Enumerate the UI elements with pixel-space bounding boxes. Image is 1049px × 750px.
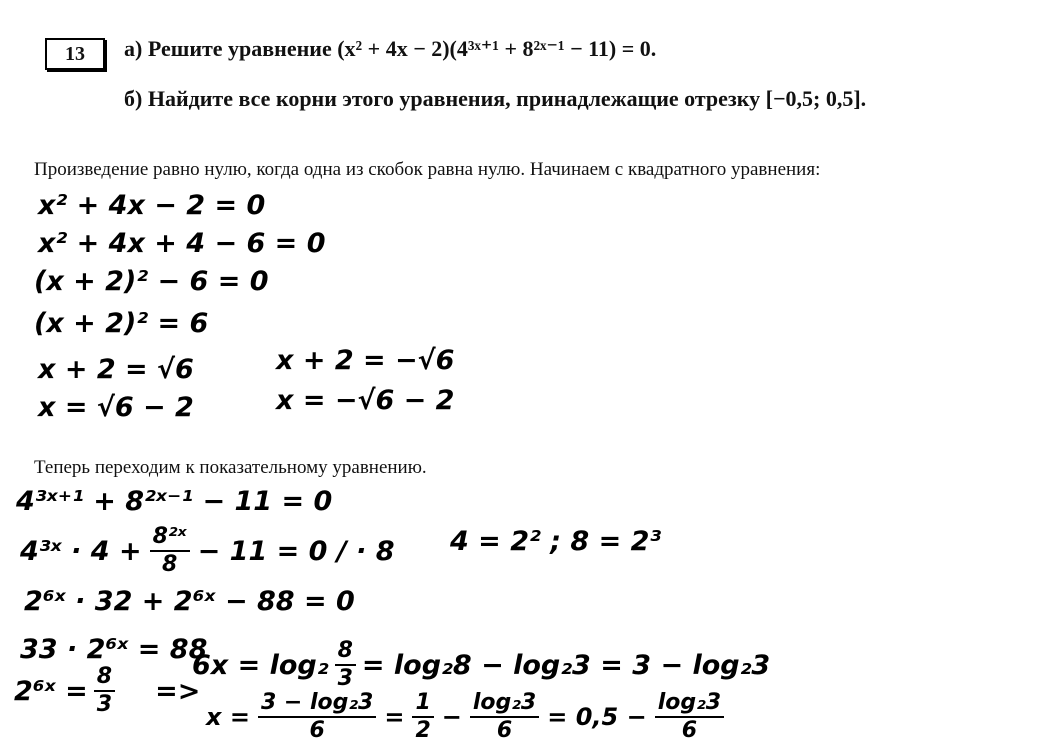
exponential-line-2-fraction [150,526,190,576]
fraction-numerator: log₂3 [470,692,539,718]
exponential-line-2-right: − 11 = 0 / · 8 [197,535,395,567]
fraction-numerator: 1 [412,692,433,718]
final-fraction-1 [258,692,376,742]
exponential-intro-note: Теперь переходим к показательному уравнению. [34,457,427,478]
final-fraction-4 [655,692,724,742]
quadratic-root2-step: x + 2 = −√6 [276,345,455,376]
problem-number: 13 [65,42,85,65]
fraction-denominator: 2 [415,718,431,743]
fraction-numerator: 3 − log₂3 [258,692,376,718]
final-x-label: x = [206,703,250,731]
final-x-line [206,692,724,742]
exponential-line-5 [14,666,200,716]
quadratic-line-1: x² + 4x − 2 = 0 [38,190,266,221]
logarithm-line-right: = log₂8 − log₂3 = 3 − log₂3 [361,649,771,681]
fraction-denominator: 8 [161,552,178,577]
problem-part-a: а) Решите уравнение (x² + 4x − 2)(4³ˣ⁺¹ + 8²ˣ⁻¹ − 11) = 0. [124,36,657,61]
fraction-numerator: 8 [94,666,115,692]
quadratic-line-2: x² + 4x + 4 − 6 = 0 [38,228,326,259]
logarithm-line-fraction [335,640,356,690]
minus-sign: − [441,703,462,731]
exponential-line-1: 4³ˣ⁺¹ + 8²ˣ⁻¹ − 11 = 0 [16,486,333,517]
exponential-line-2 [20,526,395,576]
problem-part-b: б) Найдите все корни этого уравнения, принадлежащие отрезку [−0,5; 0,5]. [124,86,867,111]
quadratic-root1-result: x = √6 − 2 [38,392,194,423]
quadratic-line-3: (x + 2)² − 6 = 0 [34,266,269,297]
fraction-denominator: 6 [309,718,325,743]
quadratic-line-4: (x + 2)² = 6 [34,308,209,339]
logarithm-line [192,640,770,690]
equals-sign: = [384,703,405,731]
exponential-line-4: 33 · 2⁶ˣ = 88 [20,634,208,665]
fraction-denominator: 3 [96,692,113,717]
fraction-numerator: 8 [335,640,356,666]
exponential-line-2-left: 4³ˣ · 4 + [20,535,142,567]
final-fraction-2 [412,692,433,742]
base-substitution: 4 = 2² ; 8 = 2³ [450,526,662,557]
intro-note: Произведение равно нулю, когда одна из скобок равна нулю. Начинаем с квадратного уравнения: [34,159,821,180]
fraction-denominator: 6 [496,718,513,743]
implies-arrow: => [155,675,201,707]
exponential-line-5-left: 2⁶ˣ = [14,675,88,707]
logarithm-line-left: 6x = log₂ [192,649,329,681]
problem-number-box [45,38,105,70]
quadratic-root1-step: x + 2 = √6 [38,354,194,385]
exponential-line-5-fraction [94,666,115,716]
fraction-numerator: log₂3 [655,692,724,718]
quadratic-root2-result: x = −√6 − 2 [276,385,455,416]
final-x-middle: = 0,5 − [547,703,647,731]
exponential-line-3: 2⁶ˣ · 32 + 2⁶ˣ − 88 = 0 [24,586,355,617]
fraction-denominator: 3 [337,666,353,691]
fraction-denominator: 6 [681,718,698,743]
fraction-numerator: 8²ˣ [150,526,190,552]
final-fraction-3 [470,692,539,742]
